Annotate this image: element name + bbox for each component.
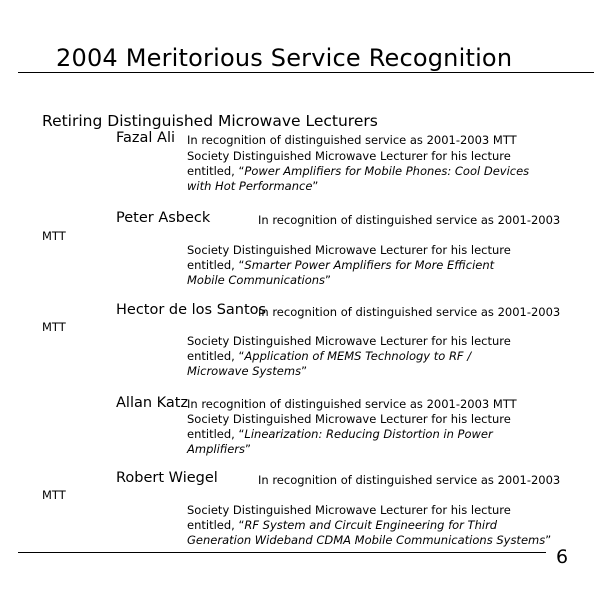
entry-line: Society Distinguished Microwave Lecturer for his lecture: [187, 243, 511, 257]
entry-line: In recognition of distinguished service as 2001-2003 MTT: [187, 397, 517, 411]
entry-suffix: ”: [545, 533, 552, 547]
lecture-title: with Hot Performance: [187, 179, 313, 193]
entry-line: Society Distinguished Microwave Lecturer for his lecture: [187, 149, 511, 163]
lecture-title: Application of MEMS Technology to RF /: [244, 349, 472, 363]
lecture-title: Power Amplifiers for Mobile Phones: Cool Devices: [244, 164, 530, 178]
entry-line: In recognition of distinguished service as 2001-2003: [258, 213, 561, 227]
lecture-title: Microwave Systems: [187, 364, 302, 378]
entry-wrap: MTT: [42, 320, 66, 334]
entry-line: [187, 427, 493, 443]
entry-suffix: ”: [325, 273, 331, 287]
entry-wrap: MTT: [42, 488, 66, 502]
entry-wrap: MTT: [42, 229, 66, 243]
entry-prefix: entitled, “: [187, 164, 245, 178]
entry-line: [187, 258, 494, 274]
lecture-title: Mobile Communications: [187, 273, 326, 287]
entry-line: Society Distinguished Microwave Lecturer for his lecture: [187, 334, 511, 348]
lecture-title: Generation Wideband CDMA Mobile Communications Systems: [187, 533, 546, 547]
entry-prefix: entitled, “: [187, 258, 245, 272]
entry-suffix: ”: [312, 179, 319, 193]
entry-line: Society Distinguished Microwave Lecturer for his lecture: [187, 412, 511, 426]
lecturer-name: Hector de los Santos: [116, 302, 267, 318]
page-title: 2004 Meritorious Service Recognition: [56, 44, 513, 72]
lecturer-name: Allan Katz: [116, 395, 189, 411]
entry-line: In recognition of distinguished service as 2001-2003 MTT: [187, 133, 517, 147]
entry-line: [187, 273, 331, 289]
entry-suffix: ”: [244, 442, 251, 456]
entry-line: [187, 179, 318, 195]
entry-prefix: entitled, “: [187, 518, 245, 532]
entry-line: In recognition of distinguished service as 2001-2003: [258, 473, 561, 487]
entry-line: [187, 442, 251, 458]
entry-line: [187, 164, 529, 180]
section-heading: Retiring Distinguished Microwave Lecturers: [42, 112, 378, 130]
lecturer-name: Fazal Ali: [116, 130, 176, 146]
lecture-title: RF System and Circuit Engineering for Third: [244, 518, 498, 532]
lecturer-name: Robert Wiegel: [116, 470, 218, 486]
lecture-title: Linearization: Reducing Distortion in Power: [244, 427, 493, 441]
footer-rule: [18, 552, 546, 553]
entry-line: [187, 518, 497, 534]
entry-prefix: entitled, “: [187, 427, 245, 441]
entry-suffix: ”: [301, 364, 308, 378]
title-underline: [18, 72, 594, 73]
entry-line: Society Distinguished Microwave Lecturer for his lecture: [187, 503, 511, 517]
lecturer-name: Peter Asbeck: [116, 210, 211, 226]
entry-line: [187, 364, 307, 380]
entry-line: [187, 349, 471, 365]
entry-prefix: entitled, “: [187, 349, 245, 363]
lecture-title: Amplifiers: [187, 442, 245, 456]
page-number: 6: [556, 546, 569, 568]
entry-line: [187, 533, 551, 549]
lecture-title: Smarter Power Amplifiers for More Efficient: [244, 258, 495, 272]
entry-line: In recognition of distinguished service as 2001-2003: [258, 305, 561, 319]
